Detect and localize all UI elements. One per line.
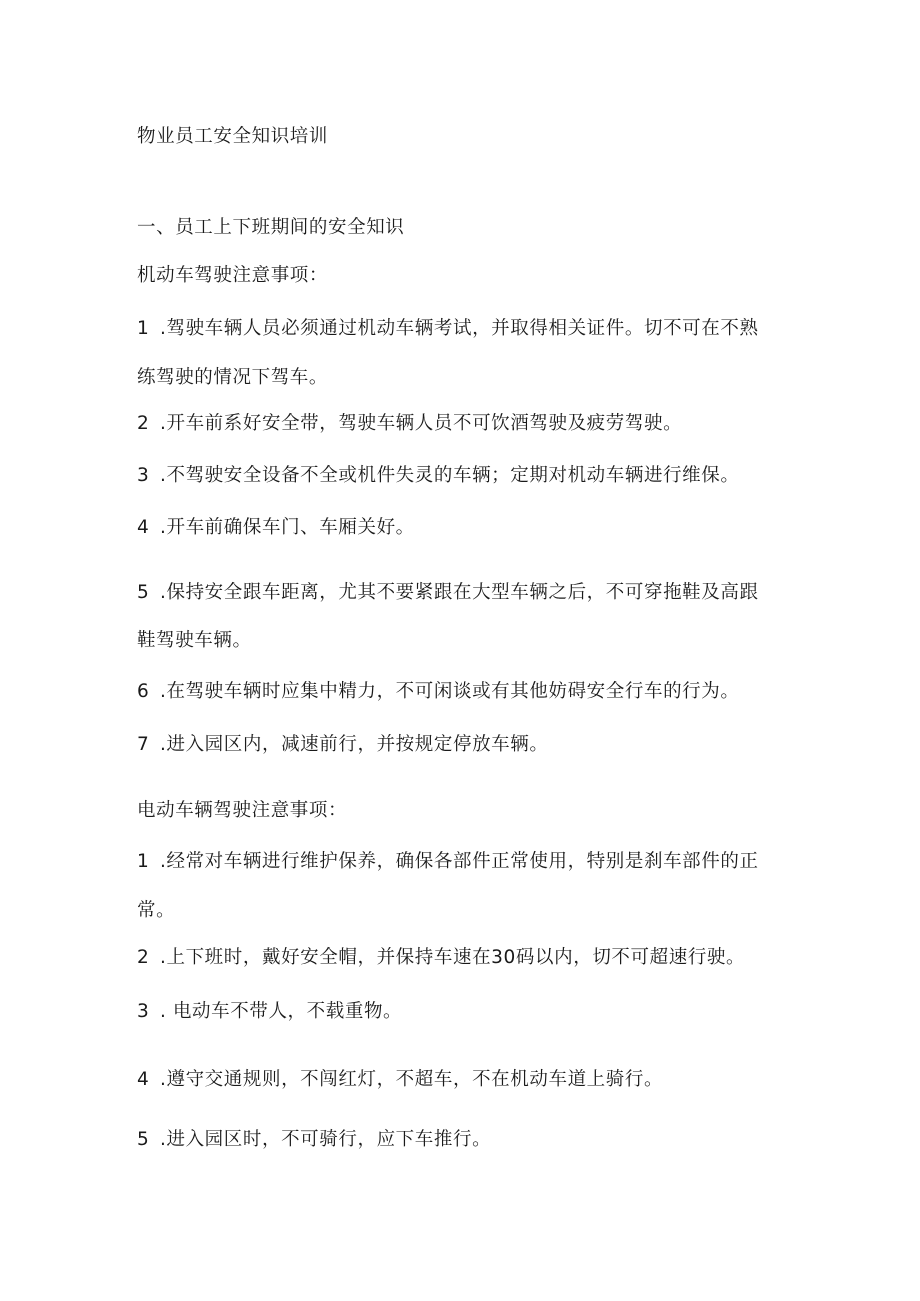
item-number: 1: [137, 851, 150, 872]
list-item: [137, 412, 682, 436]
item-number: 3: [137, 1001, 150, 1022]
item-number: 2: [137, 413, 150, 434]
doc-title: 物业员工安全知识培训: [137, 126, 329, 147]
list-item: [137, 581, 759, 605]
electric-subheading: 电动车辆驾驶注意事项：: [137, 800, 348, 821]
item-text: .经常对车辆进行维护保养，确保各部件正常使用，特别是刹车部件的正: [160, 851, 759, 872]
motor-subheading: 机动车驾驶注意事项：: [137, 265, 329, 286]
list-item: [137, 516, 415, 540]
item-text-continued: 常。: [137, 900, 176, 921]
item-text: .保持安全跟车距离，尤其不要紧跟在大型车辆之后，不可穿拖鞋及高跟: [160, 582, 759, 603]
list-item: [137, 317, 759, 341]
item-number: 4: [137, 1069, 150, 1090]
item-text-continued: 鞋驾驶车辆。: [137, 630, 252, 651]
list-item: [137, 464, 739, 488]
item-text: .上下班时，戴好安全帽，并保持车速在30码以内，切不可超速行驶。: [160, 947, 746, 968]
item-text: .开车前确保车门、车厢关好。: [160, 517, 415, 538]
item-text: .驾驶车辆人员必须通过机动车辆考试，并取得相关证件。切不可在不熟: [160, 318, 759, 339]
item-text: .开车前系好安全带，驾驶车辆人员不可饮酒驾驶及疲劳驾驶。: [160, 413, 683, 434]
item-number: 4: [137, 517, 150, 538]
list-item: [137, 1128, 491, 1152]
list-item: [137, 1068, 663, 1092]
item-text: .进入园区时，不可骑行，应下车推行。: [160, 1129, 492, 1150]
item-number: 2: [137, 947, 150, 968]
list-item: [137, 1000, 402, 1024]
item-number: 5: [137, 582, 150, 603]
item-text: .在驾驶车辆时应集中精力，不可闲谈或有其他妨碍安全行车的行为。: [160, 681, 740, 702]
list-item: [137, 946, 745, 970]
item-text: .不驾驶安全设备不全或机件失灵的车辆；定期对机动车辆进行维保。: [160, 465, 740, 486]
item-number: 1: [137, 318, 150, 339]
item-text: .遵守交通规则，不闯红灯，不超车，不在机动车道上骑行。: [160, 1069, 664, 1090]
item-number: 6: [137, 681, 150, 702]
item-text: . 电动车不带人，不载重物。: [160, 1001, 403, 1022]
item-text-continued: 练驾驶的情况下驾车。: [137, 367, 329, 388]
list-item: [137, 680, 739, 704]
section-heading: 一、员工上下班期间的安全知识: [137, 217, 405, 238]
item-number: 3: [137, 465, 150, 486]
item-number: 5: [137, 1129, 150, 1150]
item-text: .进入园区内，减速前行，并按规定停放车辆。: [160, 734, 549, 755]
list-item: [137, 850, 759, 874]
item-number: 7: [137, 734, 150, 755]
list-item: [137, 733, 548, 757]
